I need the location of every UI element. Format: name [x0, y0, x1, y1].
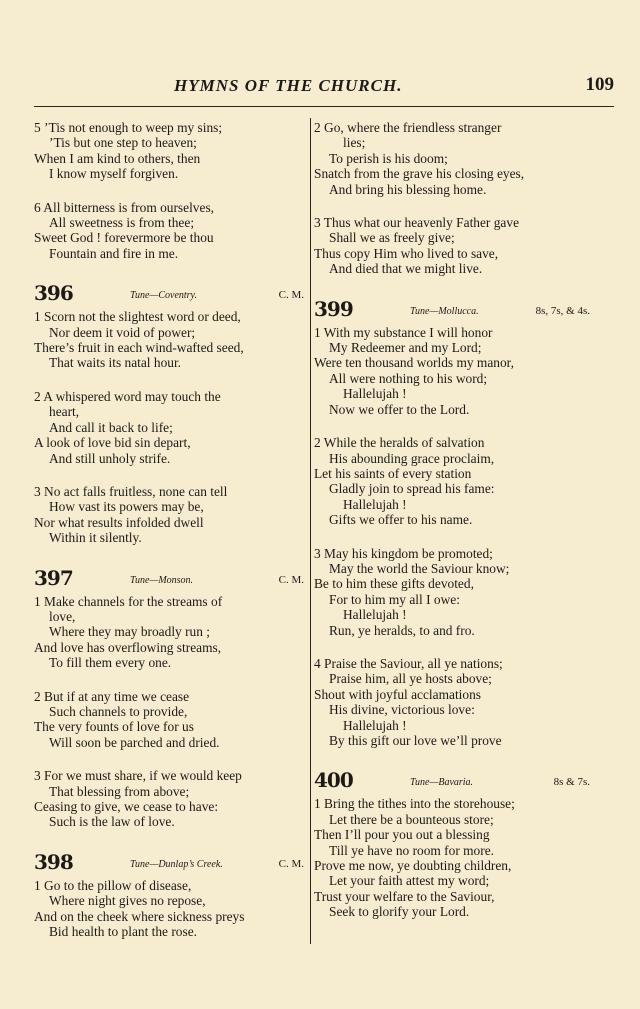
verse-line: 2 A whispered word may touch the	[34, 388, 221, 404]
left-continuation	[34, 120, 304, 261]
left-column	[34, 120, 304, 957]
verse-line: Bid health to plant the rose.	[49, 924, 198, 940]
verse-line: 6 All bitterness is from ourselves,	[34, 199, 215, 215]
verse-line: heart,	[49, 404, 80, 420]
verse-line: Such channels to provide,	[49, 703, 188, 719]
verse-line: Hallelujah !	[343, 386, 407, 402]
verse	[314, 435, 590, 527]
verse	[314, 120, 590, 197]
verse-line: Hallelujah !	[343, 607, 407, 623]
hymn-heading	[34, 848, 304, 874]
tune-name: Tune—Coventry.	[130, 290, 197, 302]
verse	[34, 689, 304, 751]
verse-line: Run, ye heralds, to and fro.	[329, 622, 475, 638]
verse-line: Hallelujah !	[343, 717, 407, 733]
verse-line: Fountain and fire in me.	[49, 245, 179, 261]
verse-line: 5 ’Tis not enough to weep my sins;	[34, 120, 223, 135]
verse-line: 3 For we must share, if we would keep	[34, 768, 242, 784]
verse-line: Snatch from the grave his closing eyes,	[314, 166, 525, 182]
hymn-398	[34, 848, 304, 940]
verse	[34, 484, 304, 546]
verse-line: 2 Go, where the friendless stranger	[314, 120, 502, 135]
column-divider	[310, 118, 311, 944]
verse-line: Gladly join to spread his fame:	[329, 481, 495, 497]
verse-line: Hallelujah !	[343, 496, 407, 512]
hymn-399	[314, 295, 590, 749]
verse-line: To perish is his doom;	[329, 150, 448, 166]
verse-line: Till ye have no room for more.	[329, 842, 495, 858]
verse	[34, 200, 304, 262]
verse-line: 3 Thus what our heavenly Father gave	[314, 215, 520, 231]
verse-line: The very founts of love for us	[34, 719, 194, 735]
hymn-heading	[34, 564, 304, 590]
verse-line: I know myself forgiven.	[49, 166, 179, 182]
verse-line: All were nothing to his word;	[329, 370, 488, 386]
verse	[314, 796, 590, 919]
verse-line: 3 May his kingdom be promoted;	[314, 545, 493, 561]
tune-name: Tune—Mollucca.	[410, 305, 479, 317]
verse-line: 1 Go to the pillow of disease,	[34, 877, 192, 893]
verse-line: Nor what results infolded dwell	[34, 514, 204, 530]
verse-line: And died that we might live.	[329, 261, 483, 277]
verse-line: And still unholy strife.	[49, 450, 171, 466]
verse-line: 2 But if at any time we cease	[34, 688, 190, 704]
hymn-number: 396	[34, 281, 73, 306]
verse	[314, 215, 590, 277]
hymn-heading	[314, 766, 590, 792]
verse-line: That blessing from above;	[49, 783, 190, 799]
tune-name: Tune—Bavaria.	[410, 777, 474, 789]
verse	[314, 325, 590, 417]
verse-line: lies;	[343, 135, 366, 151]
verse-line: 1 With my substance I will honor	[314, 324, 493, 340]
verse-line: Ceasing to give, we cease to have:	[34, 799, 219, 814]
verse-line: Sweet God ! forevermore be thou	[34, 230, 214, 246]
verse	[34, 120, 304, 182]
verse-line: Nor deem it void of power;	[49, 324, 196, 340]
meter: 8s, 7s, & 4s.	[535, 304, 590, 317]
verse-line: And call it back to life;	[49, 419, 173, 435]
verse-line: Let your faith attest my word;	[329, 873, 490, 889]
right-column	[314, 120, 590, 938]
meter: C. M.	[278, 857, 304, 870]
verse-line: Be to him these gifts devoted,	[314, 576, 474, 592]
hymn-heading	[314, 295, 590, 321]
verse-line: May the world the Saviour know;	[329, 560, 510, 576]
tune-name: Tune—Monson.	[130, 574, 194, 586]
verse-line: Thus copy Him who lived to save,	[314, 245, 499, 261]
verse-line: 1 Scorn not the slightest word or deed,	[34, 309, 241, 325]
verse-line: For to him my all I owe:	[329, 591, 460, 607]
verse-line: Within it silently.	[49, 530, 142, 546]
meter: C. M.	[278, 573, 304, 586]
verse-line: Were ten thousand worlds my manor,	[314, 355, 514, 371]
verse-line: And love has overflowing streams,	[34, 639, 222, 655]
verse-line: To fill them every one.	[49, 655, 172, 671]
verse	[34, 878, 304, 940]
verse-line: Let his saints of every station	[314, 465, 472, 481]
verse	[34, 594, 304, 671]
verse-line: Shout with joyful acclamations	[314, 686, 481, 702]
verse-line: 3 No act falls fruitless, none can tell	[34, 483, 228, 499]
verse-line: Where they may broadly run ;	[49, 624, 211, 640]
meter: C. M.	[278, 289, 304, 302]
verse-line: 1 Make channels for the streams of	[34, 593, 223, 609]
verse-line: My Redeemer and my Lord;	[329, 340, 482, 356]
hymn-397	[34, 564, 304, 830]
hymn-396	[34, 279, 304, 545]
verse-line: Let there be a bounteous store;	[329, 811, 494, 827]
meter: 8s & 7s.	[553, 776, 590, 789]
verse-line: Seek to glorify your Lord.	[329, 904, 470, 920]
verse-line: A look of love bid sin depart,	[34, 435, 191, 451]
verse-line: Where night gives no repose,	[49, 893, 206, 909]
verse-line: And bring his blessing home.	[329, 181, 487, 197]
verse-line: His abounding grace proclaim,	[329, 450, 495, 466]
tune-name: Tune—Dunlap’s Creek.	[130, 858, 223, 870]
header-rule	[34, 106, 614, 107]
verse-line: Praise him, all ye hosts above;	[329, 671, 492, 687]
verse-line: All sweetness is from thee;	[49, 215, 195, 231]
page-header	[34, 74, 614, 100]
verse-line: ’Tis but one step to heaven;	[49, 135, 197, 151]
verse	[314, 546, 590, 638]
right-continuation	[314, 120, 590, 277]
hymn-number: 397	[34, 565, 73, 590]
page-number: 109	[585, 74, 614, 95]
verse-line: Trust your welfare to the Saviour,	[314, 888, 495, 904]
verse-line: By this gift our love we’ll prove	[329, 733, 502, 748]
verse-line: 1 Bring the tithes into the storehouse;	[314, 796, 515, 812]
verse-line: Now we offer to the Lord.	[329, 401, 470, 417]
verse-line: Will soon be parched and dried.	[49, 734, 220, 750]
hymn-number: 398	[34, 849, 73, 874]
verse-line: Shall we as freely give;	[329, 230, 455, 246]
verse-line: His divine, victorious love:	[329, 702, 475, 718]
verse-line: Then I’ll pour you out a blessing	[314, 827, 490, 843]
verse	[34, 768, 304, 830]
verse	[34, 389, 304, 466]
verse-line: When I am kind to others, then	[34, 150, 201, 166]
verse-line: 4 Praise the Saviour, all ye nations;	[314, 655, 503, 671]
verse-line: 2 While the heralds of salvation	[314, 435, 485, 451]
verse-line: There’s fruit in each wind-wafted seed,	[34, 340, 244, 356]
verse-line: How vast its powers may be,	[49, 499, 204, 515]
hymn-number: 399	[314, 296, 353, 321]
hymn-400	[314, 766, 590, 919]
verse	[34, 309, 304, 371]
hymn-heading	[34, 279, 304, 305]
verse-line: Such is the law of love.	[49, 814, 175, 830]
verse-line: Gifts we offer to his name.	[329, 512, 473, 528]
verse-line: That waits its natal hour.	[49, 355, 182, 371]
hymn-number: 400	[314, 768, 353, 793]
running-title: HYMNS OF THE CHURCH.	[174, 76, 403, 95]
verse-line: Prove me now, ye doubting children,	[314, 858, 512, 874]
verse-line: love,	[49, 608, 76, 624]
verse-line: And on the cheek where sickness preys	[34, 908, 245, 924]
verse	[314, 656, 590, 748]
